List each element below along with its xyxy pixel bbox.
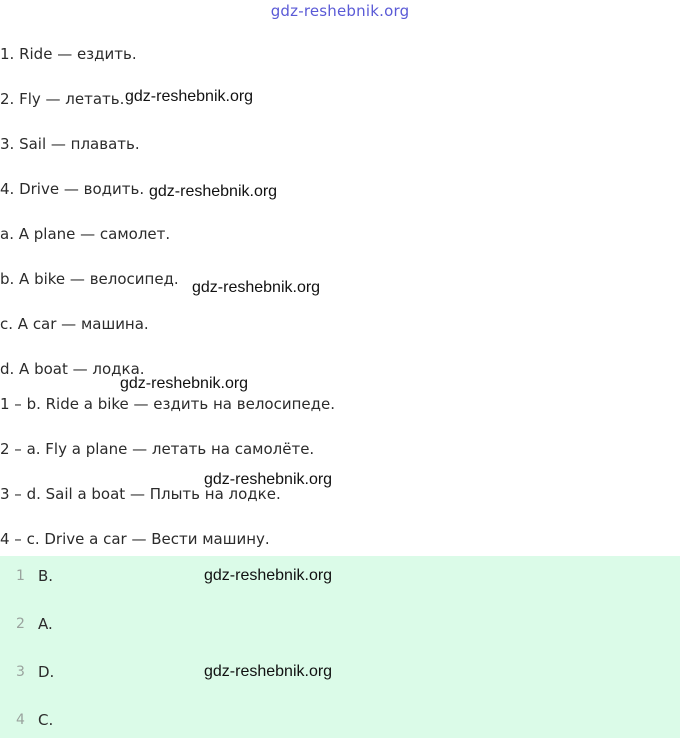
- watermark: gdz-reshebnik.org: [204, 663, 333, 680]
- text-line: 1 – b. Ride a bike — ездить на велосипеде.: [0, 395, 335, 413]
- text-line: 4. Drive — водить.: [0, 180, 145, 198]
- answer-number: 1: [16, 568, 25, 584]
- answer-number: 2: [16, 616, 25, 632]
- text-line: 3 – d. Sail a boat — Плыть на лодке.: [0, 485, 281, 503]
- answer-row: [0, 612, 680, 636]
- answer-number: 3: [16, 664, 25, 680]
- text-line: 1. Ride — ездить.: [0, 45, 137, 63]
- text-line: 3. Sail — плавать.: [0, 135, 140, 153]
- watermark: gdz-reshebnik.org: [125, 88, 254, 105]
- text-line: d. A boat — лодка.: [0, 360, 145, 378]
- answer-value: A.: [38, 615, 53, 633]
- answers-panel: [0, 556, 680, 738]
- text-line: 2. Fly — летать.: [0, 90, 125, 108]
- answer-row: [0, 708, 680, 732]
- answer-row: [0, 660, 680, 684]
- answer-value: C.: [38, 711, 54, 729]
- answer-value: D.: [38, 663, 55, 681]
- watermark: gdz-reshebnik.org: [149, 183, 278, 200]
- watermark: gdz-reshebnik.org: [192, 279, 321, 296]
- watermark: gdz-reshebnik.org: [204, 471, 333, 488]
- text-line: 2 – a. Fly a plane — летать на самолёте.: [0, 440, 315, 458]
- watermark: gdz-reshebnik.org: [204, 567, 333, 584]
- text-line: c. A car — машина.: [0, 315, 149, 333]
- text-line: 4 – c. Drive a car — Вести машину.: [0, 530, 270, 548]
- text-line: b. A bike — велосипед.: [0, 270, 179, 288]
- text-line: a. A plane — самолет.: [0, 225, 171, 243]
- watermark: gdz-reshebnik.org: [120, 375, 249, 392]
- answer-value: B.: [38, 567, 54, 585]
- answer-number: 4: [16, 712, 25, 728]
- top-watermark[interactable]: gdz-reshebnik.org: [270, 2, 410, 20]
- answer-row: [0, 564, 680, 588]
